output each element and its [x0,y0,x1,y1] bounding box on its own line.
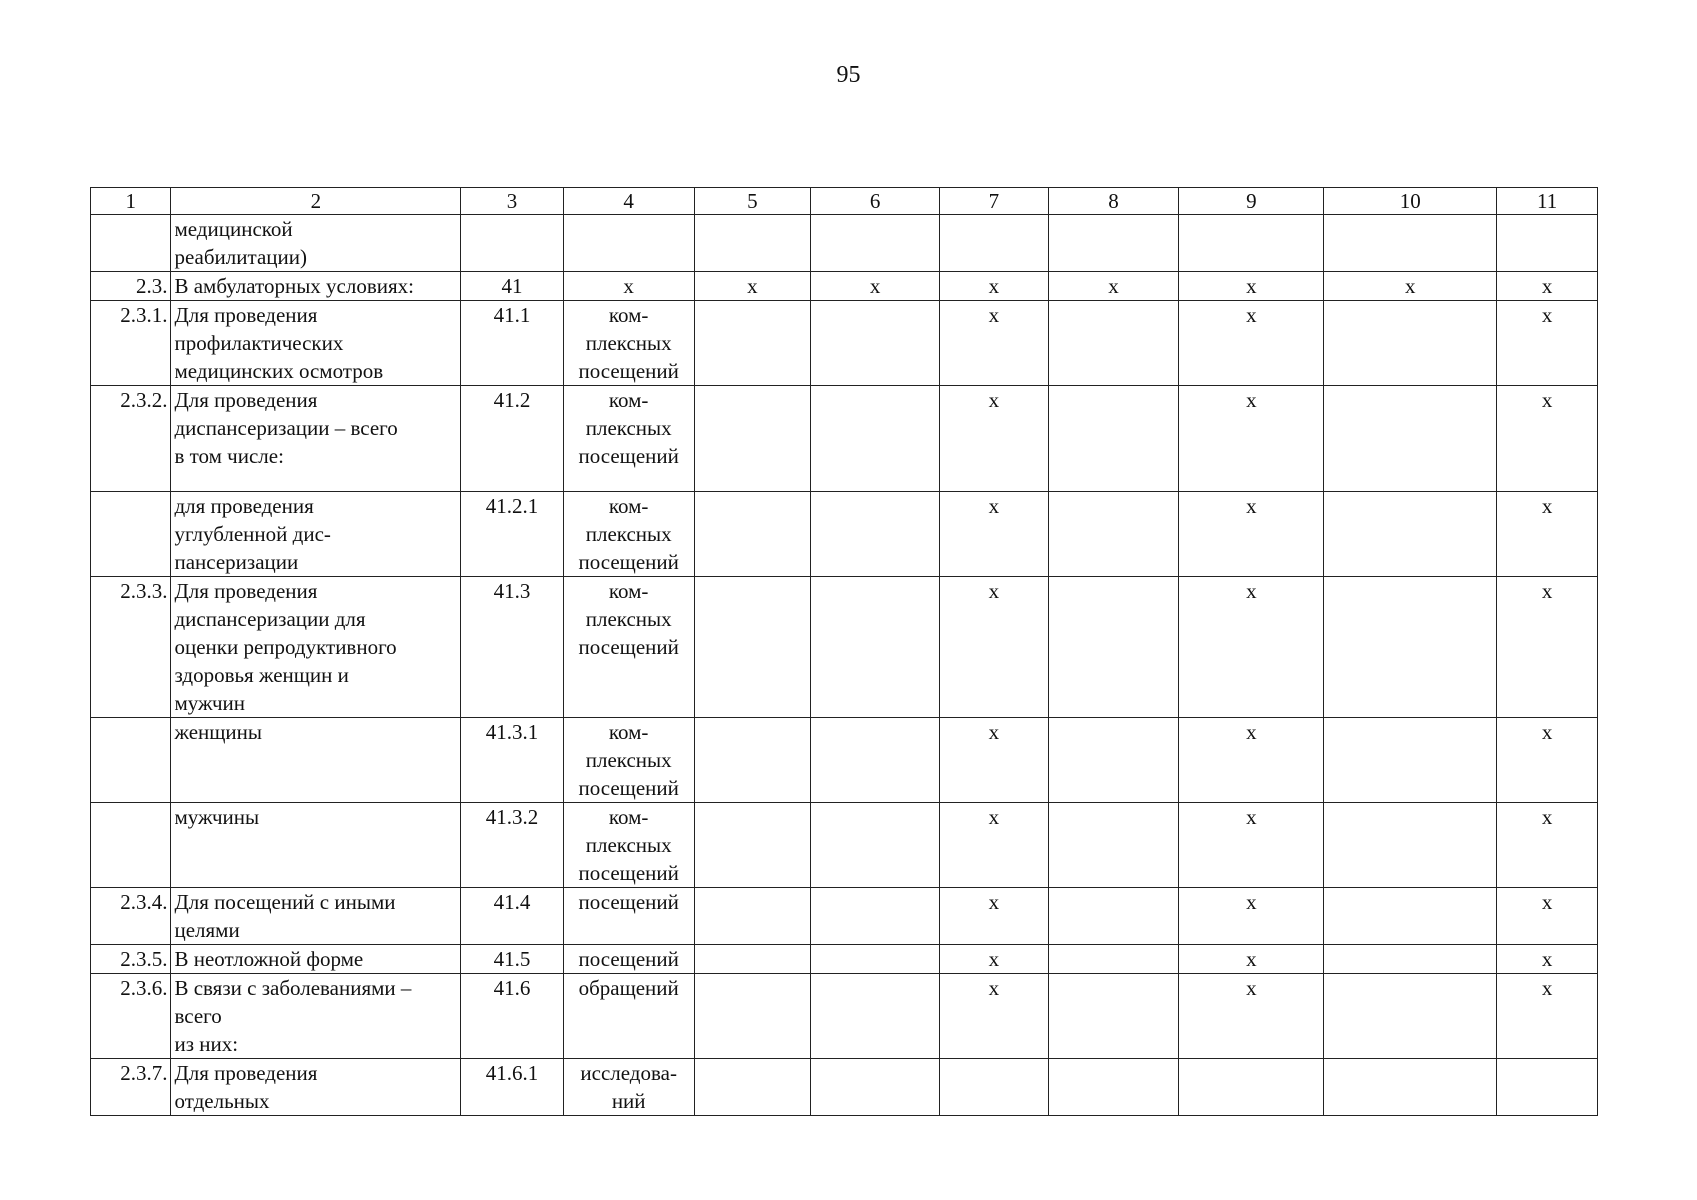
header-cell: 3 [461,188,564,215]
cell-text: 41.6 [493,976,531,1000]
cell-col7 [940,492,1049,577]
cell-col7 [940,215,1049,272]
cell-col10 [1324,386,1497,492]
cell-col9 [1179,1059,1324,1116]
row-code [461,803,564,888]
cell-text: мужчины [174,805,260,829]
row-code [461,718,564,803]
row-name [171,1059,461,1116]
cell-col9 [1179,386,1324,492]
cell-text: х [988,274,1000,298]
cell-col9 [1179,974,1324,1059]
cell-col11 [1497,803,1598,888]
cell-col10 [1324,718,1497,803]
cell-col11 [1497,301,1598,386]
cell-text: В связи с заболеваниями – всего из них: [174,976,412,1056]
cell-col6 [811,301,940,386]
cell-text: 41.5 [493,947,531,971]
cell-text: х [623,274,634,298]
cell-col7 [940,272,1049,301]
data-table [90,187,1598,1116]
cell-col11 [1497,272,1598,301]
cell-text: медицинской реабилитации) [174,217,307,269]
row-name [171,945,461,974]
cell-col9 [1179,301,1324,386]
row-number [91,974,171,1059]
cell-text: х [1246,494,1257,518]
cell-text: 41.2.1 [485,494,539,518]
cell-text: х [988,388,1000,412]
cell-text: Для проведения диспансеризации для оценки репродуктивного здоровья женщин и мужчин [174,579,397,715]
cell-text: 2.3.2. [120,388,168,412]
row-name [171,577,461,718]
row-unit [563,492,694,577]
cell-text: х [988,947,1000,971]
cell-col9 [1179,888,1324,945]
cell-col6 [811,386,940,492]
cell-text: 2.3.3. [120,579,168,603]
cell-text: х [1541,274,1553,298]
row-name [171,718,461,803]
header-row [91,188,1598,215]
cell-text: 2.3.4. [120,890,168,914]
cell-text: х [1246,720,1257,744]
cell-text: 41.3.2 [485,805,539,829]
cell-col7 [940,577,1049,718]
cell-col11 [1497,577,1598,718]
cell-col6 [811,1059,940,1116]
table-row [91,215,1598,272]
cell-text: х [988,976,1000,1000]
cell-col8 [1048,718,1179,803]
header-cell: 9 [1179,188,1324,215]
cell-col7 [940,386,1049,492]
cell-text: х [988,805,1000,829]
table-row [91,1059,1598,1116]
cell-col6 [811,492,940,577]
row-name [171,974,461,1059]
row-number [91,215,171,272]
cell-text: Для проведения профилактических медицинских осмотров [174,303,384,383]
cell-col5 [694,945,811,974]
row-number [91,945,171,974]
row-unit [563,1059,694,1116]
table-row [91,577,1598,718]
row-code [461,945,564,974]
row-unit [563,272,694,301]
header-cell: 11 [1497,188,1598,215]
row-code [461,301,564,386]
row-code [461,492,564,577]
row-number [91,577,171,718]
cell-text: х [1246,579,1257,603]
cell-col6 [811,803,940,888]
cell-col5 [694,272,811,301]
header-cell: 8 [1048,188,1179,215]
cell-col6 [811,888,940,945]
cell-text: ком- плексных посещений [578,720,679,800]
cell-col10 [1324,215,1497,272]
cell-col10 [1324,803,1497,888]
row-name [171,272,461,301]
table-row [91,492,1598,577]
cell-col6 [811,272,940,301]
cell-text: посещений [578,890,679,914]
page-number: 95 [836,62,861,88]
table-row [91,803,1598,888]
row-name [171,386,461,492]
cell-col8 [1048,301,1179,386]
cell-col8 [1048,974,1179,1059]
row-unit [563,974,694,1059]
cell-col8 [1048,577,1179,718]
row-name [171,215,461,272]
cell-text: 2.3.1. [120,303,168,327]
cell-col8 [1048,1059,1179,1116]
cell-text: женщины [174,720,263,744]
cell-text: х [1246,274,1257,298]
row-code [461,577,564,718]
row-number [91,272,171,301]
cell-col5 [694,215,811,272]
cell-text: х [1541,388,1553,412]
row-unit [563,718,694,803]
cell-text: ком- плексных посещений [578,303,679,383]
cell-col6 [811,718,940,803]
cell-col10 [1324,301,1497,386]
header-cell: 6 [811,188,940,215]
cell-col5 [694,301,811,386]
cell-text: х [1541,303,1553,327]
row-number [91,718,171,803]
cell-col6 [811,215,940,272]
cell-col5 [694,492,811,577]
cell-text: х [1246,947,1257,971]
row-name [171,301,461,386]
row-number [91,301,171,386]
table-row [91,386,1598,492]
cell-col9 [1179,577,1324,718]
cell-col5 [694,1059,811,1116]
row-unit [563,301,694,386]
cell-text: х [1108,274,1119,298]
cell-col11 [1497,718,1598,803]
cell-col7 [940,974,1049,1059]
cell-text: 2.3.6. [120,976,168,1000]
cell-text: ком- плексных посещений [578,494,679,574]
header-cell: 1 [91,188,171,215]
cell-col10 [1324,974,1497,1059]
cell-col5 [694,974,811,1059]
row-number [91,492,171,577]
cell-text: х [1246,976,1257,1000]
row-code [461,272,564,301]
cell-col10 [1324,888,1497,945]
cell-text: х [988,890,1000,914]
cell-text: х [1246,303,1257,327]
row-unit [563,803,694,888]
row-code [461,386,564,492]
cell-text: х [988,494,1000,518]
header-cell: 7 [940,188,1049,215]
cell-text: х [1246,805,1257,829]
cell-text: х [1541,805,1553,829]
cell-col9 [1179,215,1324,272]
cell-col5 [694,386,811,492]
header-cell: 2 [171,188,461,215]
cell-text: х [1541,890,1553,914]
cell-text: 2.3.7. [120,1061,168,1085]
cell-col9 [1179,803,1324,888]
cell-col6 [811,945,940,974]
cell-text: В амбулаторных условиях: [174,274,414,298]
cell-text: х [1541,579,1553,603]
row-unit [563,215,694,272]
cell-col9 [1179,718,1324,803]
table-row [91,945,1598,974]
row-number [91,888,171,945]
cell-text: 41.3.1 [485,720,539,744]
cell-col11 [1497,888,1598,945]
cell-text: 41.3 [493,579,531,603]
cell-col7 [940,945,1049,974]
cell-col6 [811,974,940,1059]
cell-text: Для проведения отдельных [174,1061,318,1113]
cell-col10 [1324,1059,1497,1116]
cell-col5 [694,577,811,718]
cell-text: х [1541,947,1553,971]
cell-text: х [988,720,1000,744]
cell-col10 [1324,492,1497,577]
cell-text: 41 [501,274,523,298]
cell-col7 [940,301,1049,386]
row-name [171,803,461,888]
cell-text: ком- плексных посещений [578,388,679,468]
cell-col7 [940,718,1049,803]
cell-text: 41.4 [493,890,531,914]
cell-text: посещений [578,947,679,971]
table-row [91,718,1598,803]
cell-text: х [988,579,1000,603]
cell-text: обращений [578,976,679,1000]
cell-col7 [940,803,1049,888]
cell-col8 [1048,272,1179,301]
table-row [91,272,1598,301]
cell-col5 [694,718,811,803]
cell-text: 2.3. [135,274,168,298]
header-cell: 10 [1324,188,1497,215]
cell-text: 41.2 [493,388,531,412]
cell-col7 [940,888,1049,945]
row-unit [563,386,694,492]
cell-col8 [1048,215,1179,272]
cell-col8 [1048,945,1179,974]
cell-col8 [1048,386,1179,492]
cell-col8 [1048,492,1179,577]
row-code [461,888,564,945]
cell-col9 [1179,492,1324,577]
cell-col9 [1179,272,1324,301]
cell-text: х [1246,890,1257,914]
row-code [461,215,564,272]
cell-text: 2.3.5. [120,947,168,971]
row-unit [563,577,694,718]
row-name [171,492,461,577]
row-unit [563,888,694,945]
cell-text: ком- плексных посещений [578,579,679,659]
cell-col11 [1497,945,1598,974]
row-number [91,803,171,888]
cell-col5 [694,888,811,945]
cell-text: исследова- ний [580,1061,677,1113]
cell-text: В неотложной форме [174,947,364,971]
cell-text: для проведения углубленной дис- пансеризации [174,494,331,574]
cell-col11 [1497,215,1598,272]
cell-text: х [1541,720,1553,744]
row-name [171,888,461,945]
row-code [461,1059,564,1116]
cell-text: Для проведения диспансеризации – всего в том числе: [174,388,398,468]
cell-text: х [747,274,758,298]
cell-col11 [1497,492,1598,577]
row-code [461,974,564,1059]
cell-col8 [1048,803,1179,888]
cell-text: х [1405,274,1416,298]
table-row [91,301,1598,386]
cell-col10 [1324,945,1497,974]
cell-col10 [1324,577,1497,718]
cell-text: х [1541,976,1553,1000]
cell-col8 [1048,888,1179,945]
cell-col6 [811,577,940,718]
row-number [91,386,171,492]
cell-col10 [1324,272,1497,301]
cell-text: х [988,303,1000,327]
cell-col9 [1179,945,1324,974]
cell-col5 [694,803,811,888]
table-row [91,974,1598,1059]
cell-text: 41.1 [493,303,531,327]
cell-text: х [1246,388,1257,412]
cell-col11 [1497,1059,1598,1116]
cell-text: 41.6.1 [485,1061,539,1085]
cell-text: х [1541,494,1553,518]
header-cell: 5 [694,188,811,215]
cell-text: Для посещений с иными целями [174,890,396,942]
cell-col11 [1497,974,1598,1059]
cell-text: х [869,274,881,298]
row-number [91,1059,171,1116]
cell-col11 [1497,386,1598,492]
row-unit [563,945,694,974]
cell-col7 [940,1059,1049,1116]
header-cell: 4 [563,188,694,215]
table-row [91,888,1598,945]
cell-text: ком- плексных посещений [578,805,679,885]
